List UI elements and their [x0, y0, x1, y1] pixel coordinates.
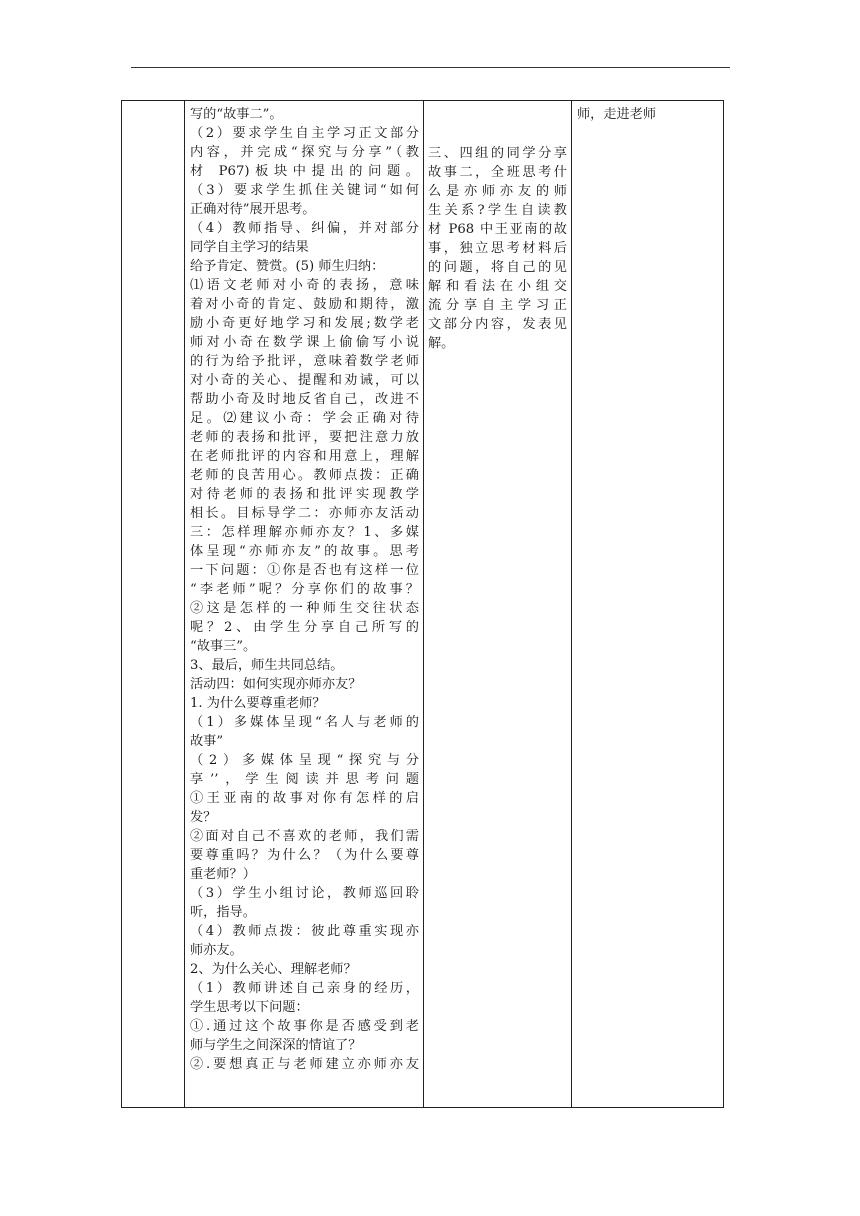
- text-line: 故事”: [190, 734, 224, 749]
- text-line: 要尊重吗？为什么？（为什么要尊: [190, 848, 419, 863]
- text-line: 故事二，全班思考什: [428, 165, 567, 180]
- text-line: 的问题，将自己的见: [428, 260, 567, 275]
- text-line: 材 P67)板块中提出的问题。: [190, 164, 419, 179]
- text-line: （4）教师点拨：彼此尊重实现亦: [190, 924, 419, 939]
- text-line: （3）要求学生抓住关键词“如何: [190, 183, 419, 198]
- text-line: ①王亚南的故事对你有怎样的启: [190, 791, 419, 806]
- text-line: （3）学生小组讨论，教师巡回聆: [190, 886, 419, 901]
- text-line: 事，独立思考材料后: [428, 241, 567, 256]
- text-line: “李老师”呢？分享你们的故事？: [190, 582, 419, 597]
- text-line: 师亦友。: [190, 943, 243, 958]
- text-line: 一下问题：①你是否也有这样一位: [190, 563, 419, 578]
- text-line: 解和看法在小组交: [428, 279, 567, 294]
- text-line: 流分享自主学习正: [428, 298, 567, 313]
- teacher-activity-cell: [185, 101, 424, 1108]
- text-line: 重老师？）: [190, 867, 256, 882]
- text-line: 对小奇的关心、提醒和劝诫，可以: [190, 373, 419, 388]
- text-line: ①.通过这个故事你是否感受到老: [190, 1019, 419, 1034]
- design-intent-text: [572, 101, 723, 1107]
- text-line: 3、最后，师生共同总结。: [190, 658, 344, 673]
- text-line: 的行为给予批评，意味着数学老师: [190, 354, 419, 369]
- design-intent-cell: [572, 101, 724, 1108]
- text-line: 同学自主学习的结果: [190, 240, 309, 255]
- text-line: （1）教师讲述自己亲身的经历，: [190, 981, 419, 996]
- text-line: 三、四组的同学分享: [428, 146, 567, 161]
- text-line: 文部分内容，发表见: [428, 317, 567, 332]
- text-line: 写的“故事二”。: [190, 107, 283, 122]
- text-line: 内容，并完成“探究与分享”（教: [190, 145, 419, 160]
- text-line: 解。: [428, 336, 455, 351]
- text-line: 在老师批评的内容和用意上，理解: [190, 449, 419, 464]
- text-line: 足。⑵建议小奇：学会正确对待: [190, 411, 419, 426]
- text-line: 么是亦师亦友的师: [428, 184, 567, 199]
- text-line: 活动四：如何实现亦师亦友？: [190, 677, 362, 692]
- text-line: 材 P68 中王亚南的故: [428, 222, 567, 237]
- text-line: （1）多媒体呈现“名人与老师的: [190, 715, 419, 730]
- text-line: 师与学生之间深深的情谊了？: [190, 1038, 362, 1053]
- text-line: 帮助小奇及时地反省自己，改进不: [190, 392, 419, 407]
- text-line: “故事三”。: [190, 639, 257, 654]
- text-line: 老师的表扬和批评，要把注意力放: [190, 430, 419, 445]
- text-line: ②.要想真正与老师建立亦师亦友: [190, 1057, 419, 1072]
- text-line: ②这是怎样的一种师生交往状态: [190, 601, 419, 616]
- lesson-plan-table: [121, 100, 724, 1108]
- table-row: [122, 101, 724, 1108]
- text-line: 着对小奇的肯定、鼓励和期待，激: [190, 297, 419, 312]
- text-line: 相长。目标导学二：亦师亦友活动: [190, 506, 419, 521]
- stage-cell: [122, 101, 185, 1108]
- text-line: 励小奇更好地学习和发展;数学老: [190, 316, 419, 331]
- student-activity-cell: [424, 101, 572, 1108]
- text-line: 1. 为什么要尊重老师？: [190, 696, 326, 711]
- text-line: 生关系?学生自读教: [428, 203, 567, 218]
- text-line: 正确对待”展开思考。: [190, 202, 316, 217]
- text-line: 对待老师的表扬和批评实现教学: [190, 487, 419, 502]
- text-line: 学生思考以下问题：: [190, 1000, 309, 1015]
- text-line: 呢？2、由学生分享自己所写的: [190, 620, 419, 635]
- text-line: 师，走进老师: [577, 107, 657, 122]
- header-rule: [131, 67, 730, 68]
- student-activity-text: [424, 101, 571, 1107]
- text-line: 师对小奇在数学课上偷偷写小说: [190, 335, 419, 350]
- text-line: 给予肯定、赞赏。(5) 师生归纳：: [190, 259, 385, 274]
- text-line: （4）教师指导、纠偏，并对部分: [190, 221, 419, 236]
- teacher-activity-text: [185, 101, 423, 1107]
- text-line: 发？: [190, 810, 217, 825]
- text-line: 听，指导。: [190, 905, 256, 920]
- text-line: （2）要求学生自主学习正文部分: [190, 126, 419, 141]
- text-line: 2、为什么关心、理解老师？: [190, 962, 357, 977]
- text-line: 三：怎样理解亦师亦友？1、多媒: [190, 525, 419, 540]
- text-line: ②面对自己不喜欢的老师，我们需: [190, 829, 419, 844]
- text-line: 老师的良苦用心。教师点拨：正确: [190, 468, 419, 483]
- text-line: ⑴语文老师对小奇的表扬，意味: [190, 278, 419, 293]
- text-line: （2）多媒体呈现“探究与分: [190, 753, 419, 768]
- text-line: 享’’，学生阅读并思考问题: [190, 772, 419, 787]
- text-line: 体呈现“亦师亦友”的故事。思考: [190, 544, 419, 559]
